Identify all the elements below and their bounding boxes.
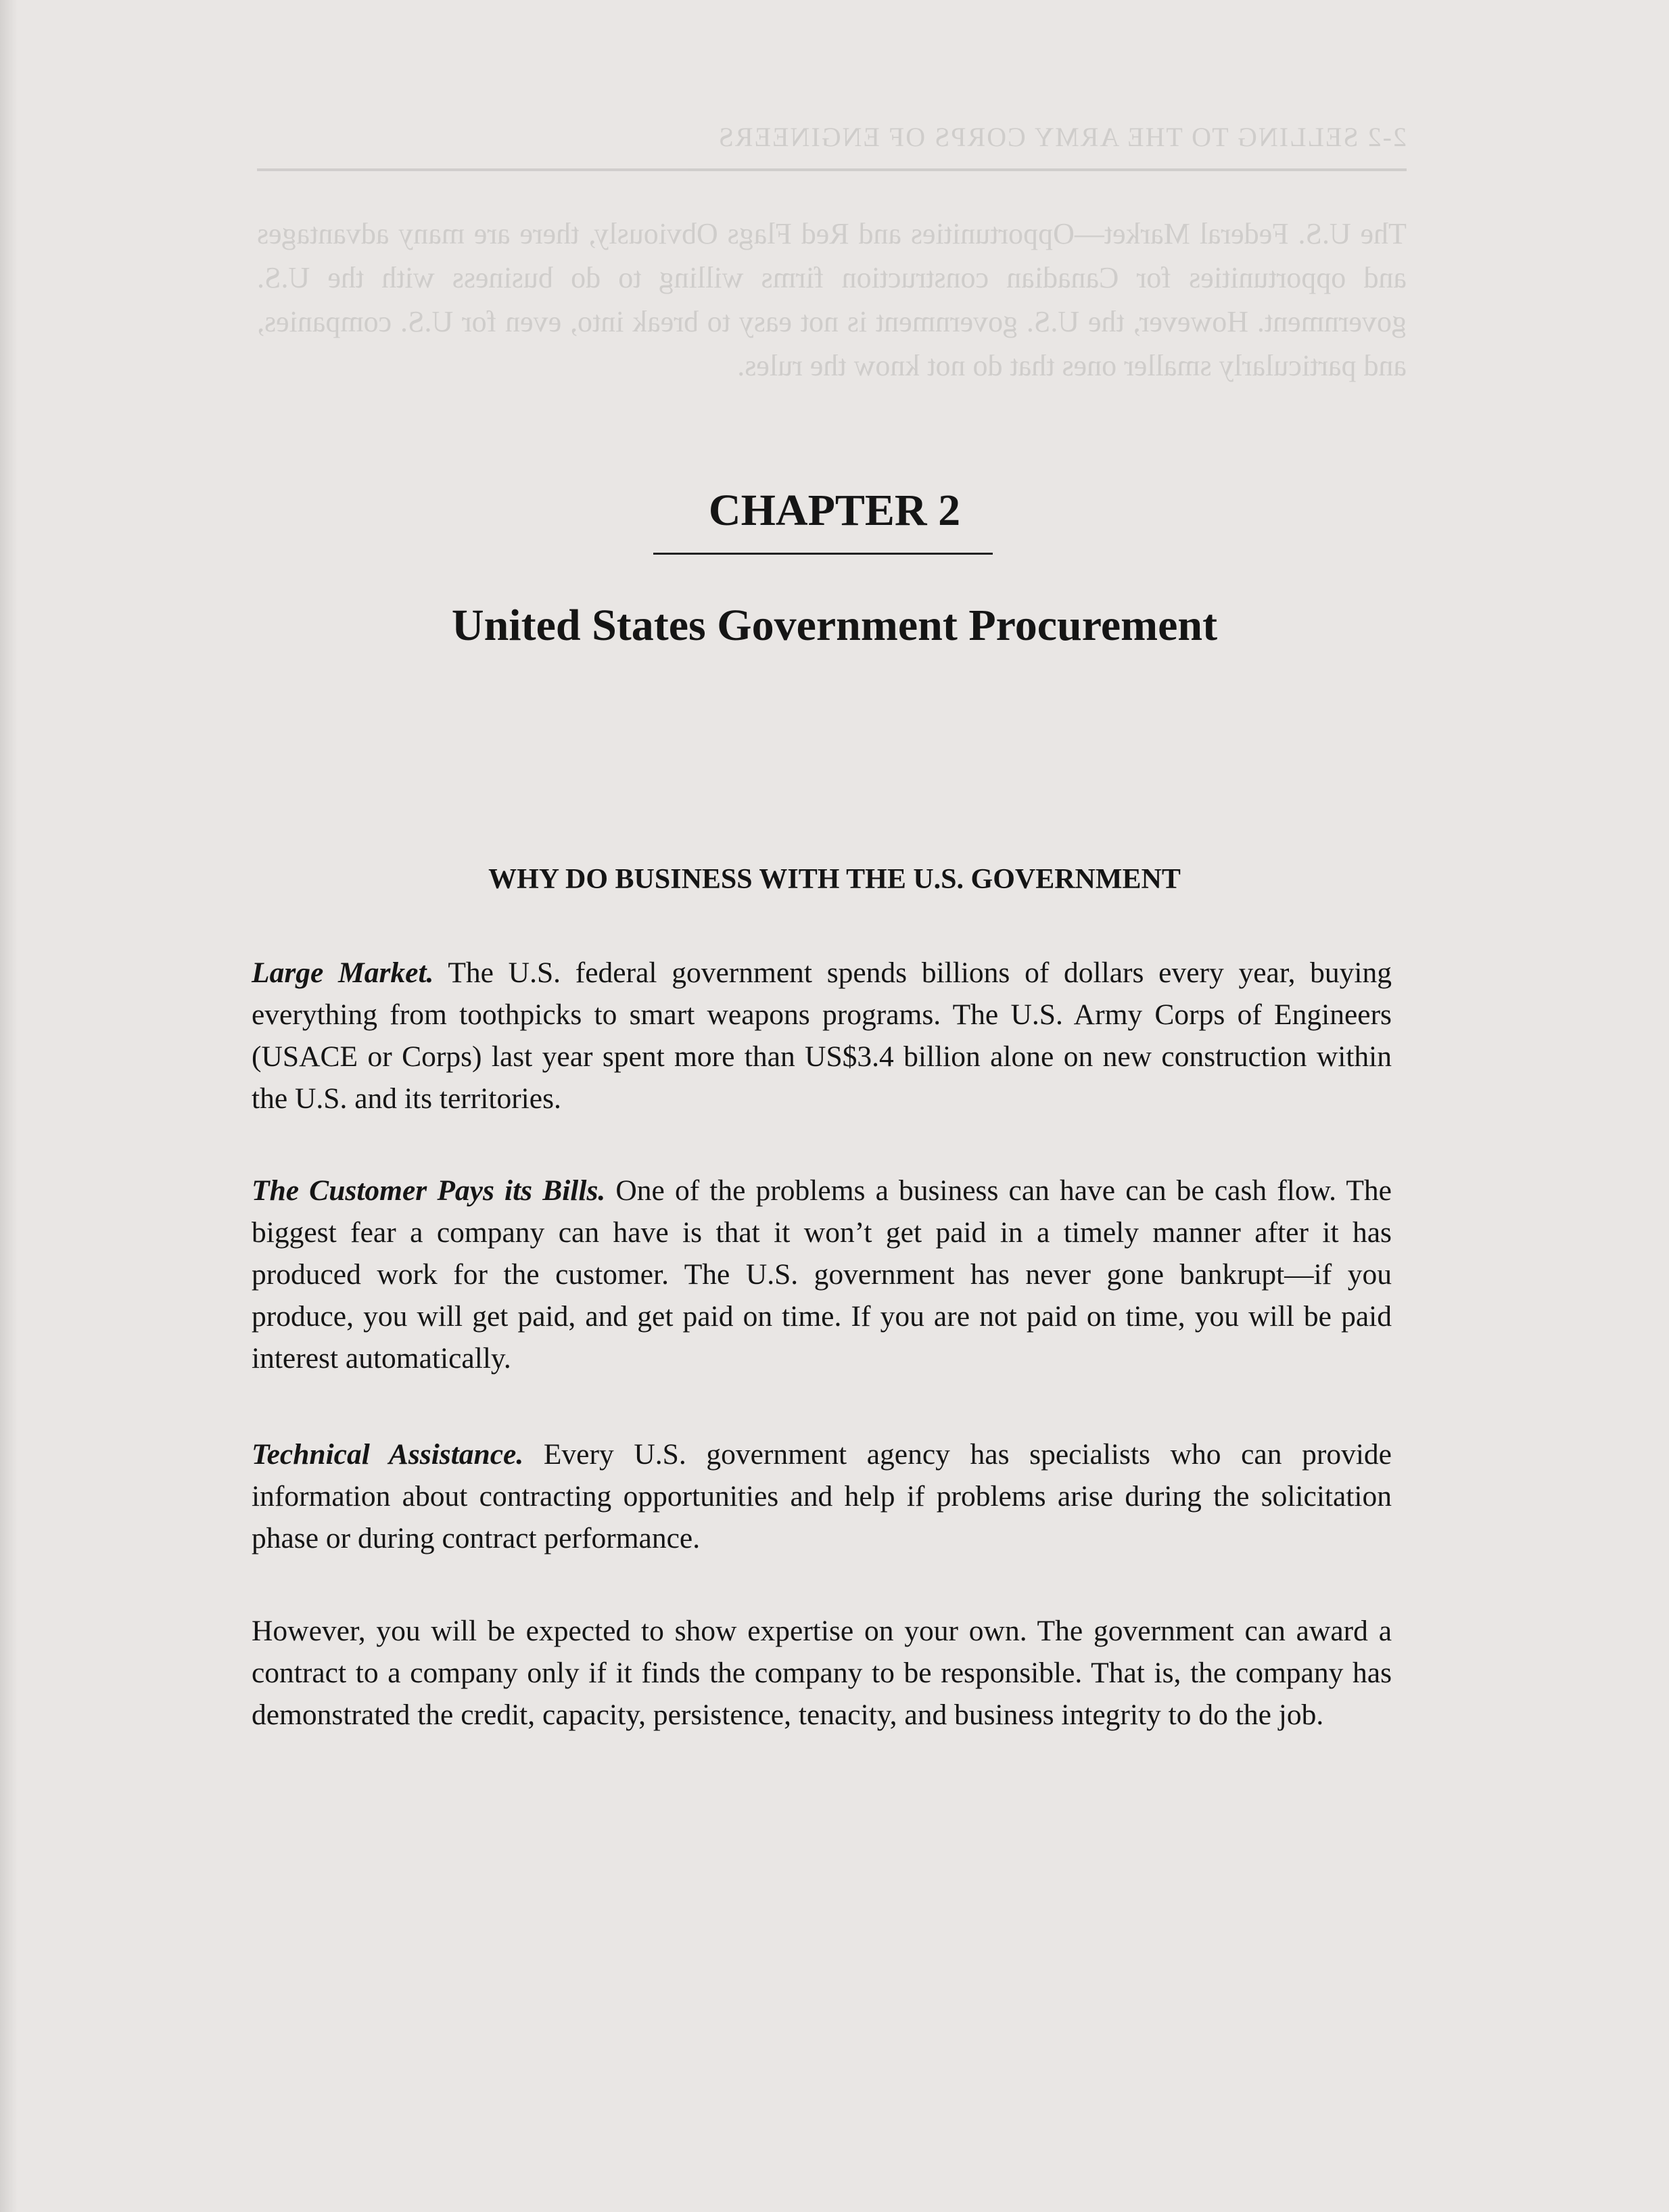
paragraph-technical-assistance bbox=[252, 1433, 1392, 1559]
bleed-through-header: 2-2 SELLING TO THE ARMY CORPS OF ENGINEERS bbox=[257, 115, 1407, 171]
paragraph-text: However, you will be expected to show expertise on your own. The government can award a contract to a company only if it finds the company to be responsible. That is, the company has demonstrated the credit, capacity, persistence, tenacity, and business integrity to do the job. bbox=[252, 1615, 1392, 1731]
chapter-title: United States Government Procurement bbox=[451, 601, 1218, 650]
run-in-heading: The Customer Pays its Bills. bbox=[252, 1174, 606, 1207]
page-edge-shadow bbox=[0, 0, 18, 2212]
section-heading: WHY DO BUSINESS WITH THE U.S. GOVERNMENT bbox=[488, 864, 1181, 895]
paragraph-text: Every U.S. government agency has specialists who can provide information about contracting opportunities and help if problems arise during the solicitation phase or during contract performance. bbox=[252, 1438, 1392, 1554]
paragraph-text: The U.S. federal government spends billions of dollars every year, buying everything from toothpicks to smart weapons programs. The U.S. Army Corps of Engineers (USACE or Corps) last year spent more than US$3.4 billion alone on new construction within the U.S. and its territories. bbox=[252, 957, 1392, 1115]
chapter-underline-rule bbox=[653, 553, 993, 555]
run-in-heading: Technical Assistance. bbox=[252, 1438, 524, 1471]
run-in-heading: Large Market. bbox=[252, 957, 434, 989]
bleed-through-body: The U.S. Federal Market—Opportunities and Red Flags Obviously, there are many advantages and opportunities for Canadian construction firms willing to do business with the U.S. government. However, the U.S. government is not easy to break into, even for U.S. companies, and particularly smaller ones that do not know the rules. bbox=[257, 217, 1407, 382]
paragraph-however bbox=[252, 1610, 1392, 1736]
paragraph-customer-pays bbox=[252, 1170, 1392, 1379]
paragraph-text: One of the problems a business can have can be cash flow. The biggest fear a company can have is that it won’t get paid in a timely manner after it has produced work for the customer. The U.S. government has never gone bankrupt—if you produce, you will get paid, and get paid on time. If you are not paid on time, you will be paid interest automatically. bbox=[252, 1174, 1392, 1375]
paragraph-large-market bbox=[252, 952, 1392, 1120]
chapter-number: CHAPTER 2 bbox=[708, 486, 961, 535]
